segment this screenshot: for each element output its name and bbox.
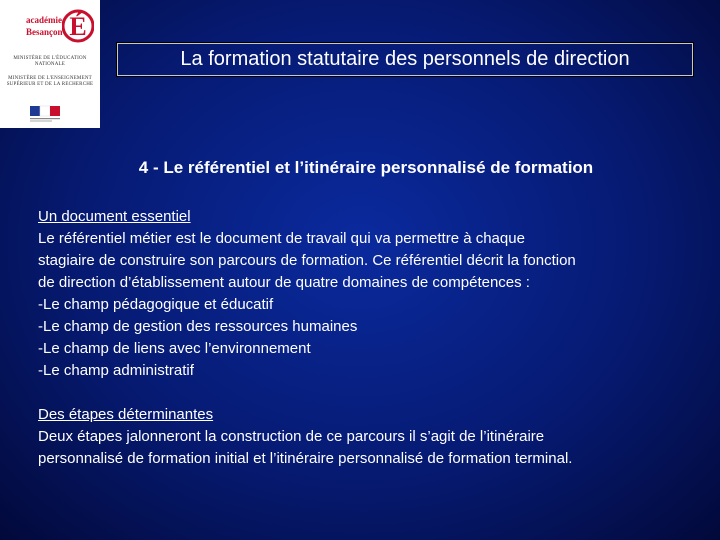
section1-title: Un document essentiel	[38, 208, 191, 225]
ministry-education-label: MINISTÈRE DE L'ÉDUCATION NATIONALE	[13, 56, 87, 67]
section2-line: Deux étapes jalonneront la construction de ce parcours il s’agit de l’itinéraire	[38, 428, 545, 445]
republic-flag-logo-icon	[28, 104, 68, 124]
academy-emblem-icon	[62, 6, 94, 46]
logo-panel	[0, 0, 100, 128]
section2-title: Des étapes déterminantes	[38, 406, 214, 423]
svg-text:É: É	[69, 12, 87, 41]
section2-line: personnalisé de formation initial et l’itinéraire personnalisé de formation terminal.	[38, 450, 573, 467]
competence-item: -Le champ administratif	[38, 362, 194, 379]
competence-item: -Le champ de liens avec l’environnement	[38, 340, 311, 357]
academy-name-line1: académie	[26, 15, 62, 25]
slide-title: La formation statutaire des personnels de direction	[117, 43, 693, 76]
spacer	[38, 382, 698, 404]
ministry-higher-education-label: MINISTÈRE DE L'ENSEIGNEMENT SUPÉRIEUR ET DE LA RECHERCHE	[6, 76, 94, 87]
section-heading: 4 - Le référentiel et l’itinéraire personnalisé de formation	[138, 158, 594, 177]
competence-item: -Le champ pédagogique et éducatif	[38, 296, 274, 313]
competence-item: -Le champ de gestion des ressources humaines	[38, 318, 358, 335]
academy-name-line2: Besançon	[26, 27, 63, 37]
section1-line: Le référentiel métier est le document de travail qui va permettre à chaque	[38, 230, 525, 247]
section1-line: de direction d’établissement autour de quatre domaines de compétences :	[38, 274, 530, 291]
slide-content	[38, 206, 698, 470]
section1-line: stagiaire de construire son parcours de formation. Ce référentiel décrit la fonction	[38, 252, 576, 269]
academy-logo	[26, 6, 94, 48]
